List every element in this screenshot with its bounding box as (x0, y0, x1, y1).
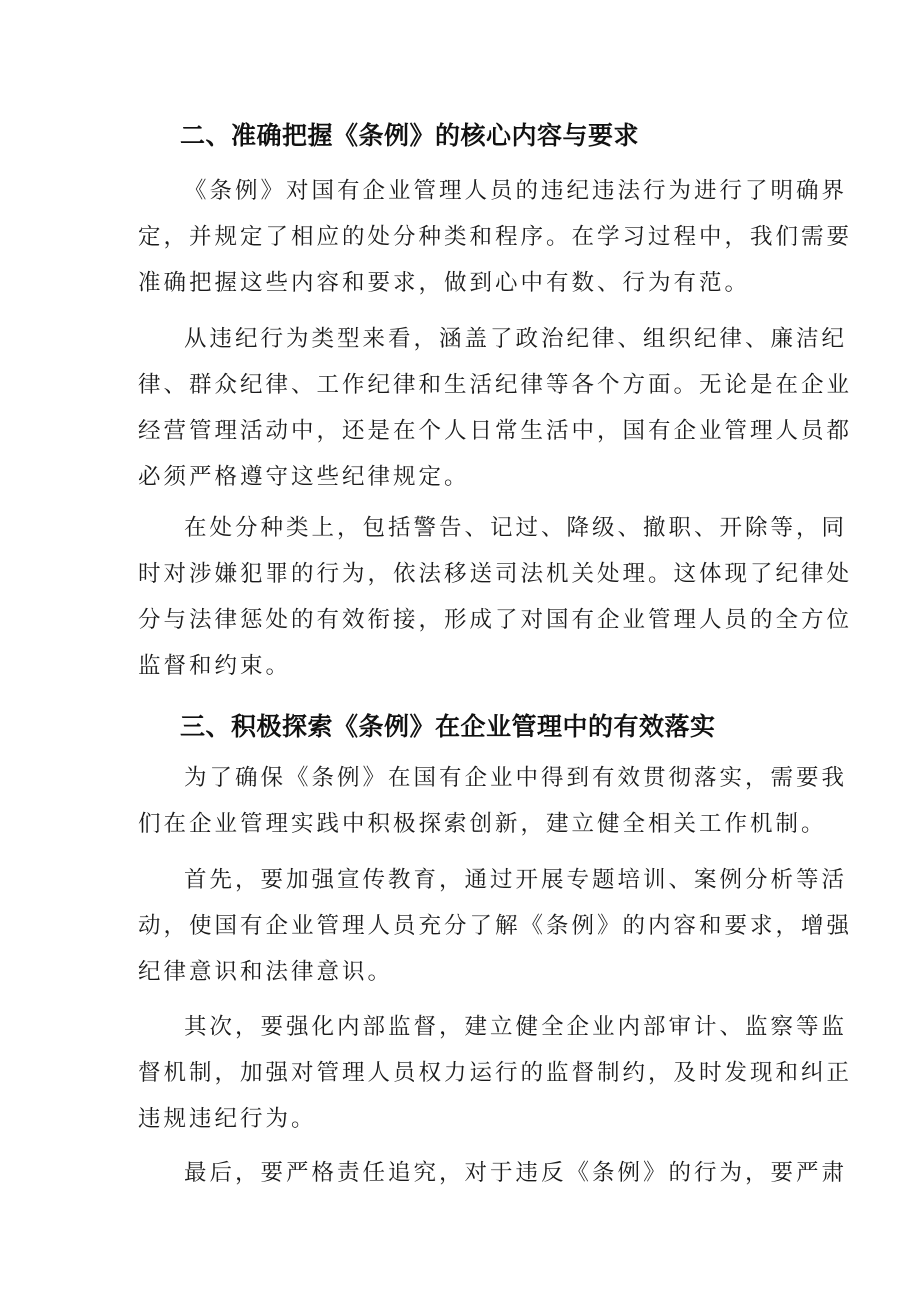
paragraph-line: 纪律意识和法律意识。 (138, 959, 394, 985)
paragraph-line: 在处分种类上，包括警告、记过、降级、撤职、开除等，同 (184, 515, 848, 541)
paragraph-line: 最后，要严格责任追究，对于违反《条例》的行为，要严肃 (184, 1160, 848, 1186)
section-2-paragraph-2 (138, 316, 853, 500)
section-3-paragraph-3 (138, 1004, 853, 1142)
section-3-paragraph-2 (138, 857, 853, 995)
paragraph-line: 违规违纪行为。 (138, 1106, 317, 1132)
section-2-paragraph-1 (138, 168, 853, 306)
section-3-paragraph-4 (138, 1150, 848, 1196)
paragraph-line: 分与法律惩处的有效衔接，形成了对国有企业管理人员的全方位 (138, 607, 853, 633)
paragraph-line: 们在企业管理实践中积极探索创新，建立健全相关工作机制。 (138, 811, 827, 837)
paragraph-line: 监督和约束。 (138, 653, 292, 679)
section-3-paragraph-1 (138, 755, 848, 847)
paragraph-line: 经营管理活动中，还是在个人日常生活中，国有企业管理人员都 (138, 418, 853, 444)
paragraph-line: 其次，要强化内部监督，建立健全企业内部审计、监察等监 (184, 1014, 848, 1040)
paragraph-line: 时对涉嫌犯罪的行为，依法移送司法机关处理。这体现了纪律处 (138, 561, 853, 587)
paragraph-line: 律、群众纪律、工作纪律和生活纪律等各个方面。无论是在企业 (138, 372, 853, 398)
section-2-heading: 二、准确把握《条例》的核心内容与要求 (180, 121, 640, 150)
paragraph-line: 《条例》对国有企业管理人员的违纪违法行为进行了明确界 (184, 178, 848, 204)
section-3-heading: 三、积极探索《条例》在企业管理中的有效落实 (180, 712, 716, 741)
paragraph-line: 为了确保《条例》在国有企业中得到有效贯彻落实，需要我 (184, 765, 848, 791)
paragraph-line: 定，并规定了相应的处分种类和程序。在学习过程中，我们需要 (138, 224, 853, 250)
paragraph-line: 督机制，加强对管理人员权力运行的监督制约，及时发现和纠正 (138, 1060, 853, 1086)
paragraph-line: 从违纪行为类型来看，涵盖了政治纪律、组织纪律、廉洁纪 (184, 326, 848, 352)
section-2-paragraph-3 (138, 505, 853, 689)
paragraph-line: 动，使国有企业管理人员充分了解《条例》的内容和要求，增强 (138, 913, 853, 939)
paragraph-line: 必须严格遵守这些纪律规定。 (138, 464, 470, 490)
paragraph-line: 准确把握这些内容和要求，做到心中有数、行为有范。 (138, 270, 751, 296)
paragraph-line: 首先，要加强宣传教育，通过开展专题培训、案例分析等活 (184, 867, 848, 893)
